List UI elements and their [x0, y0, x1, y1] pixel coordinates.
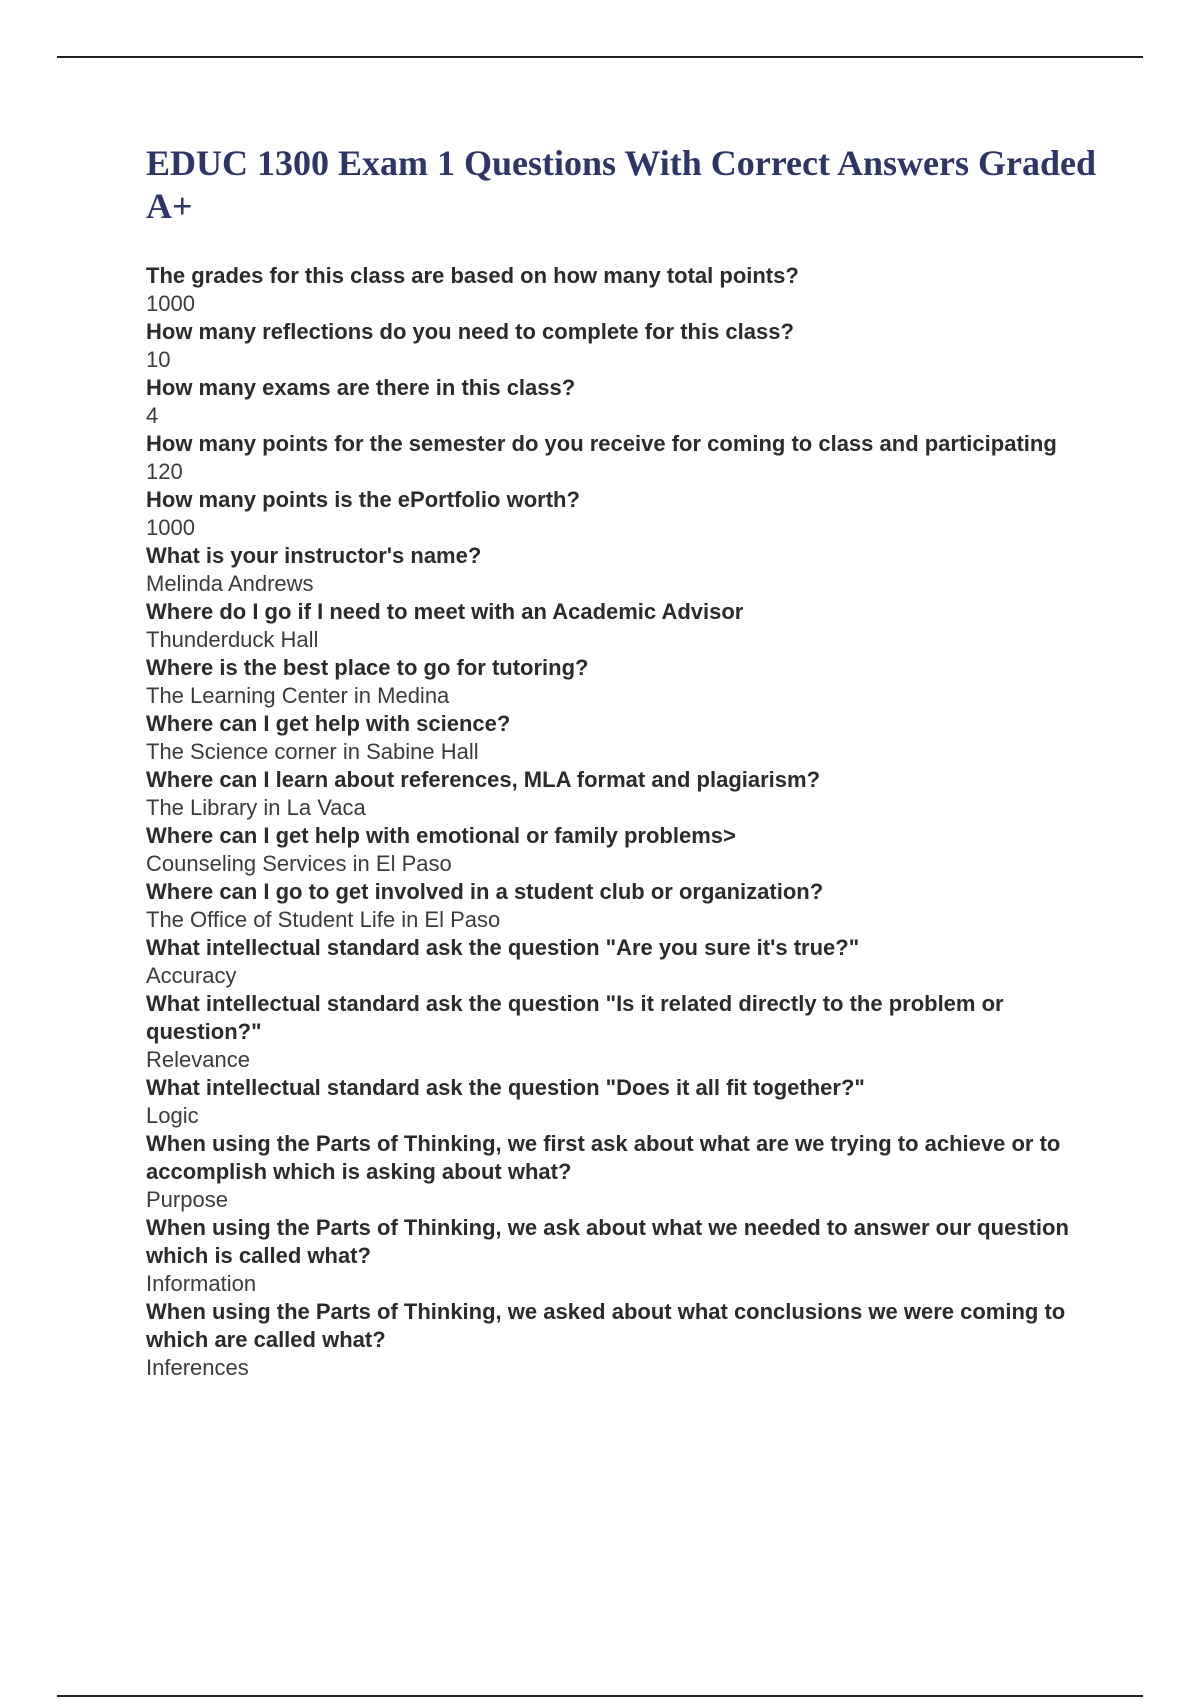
question-text: Where can I go to get involved in a student club or organization? — [146, 879, 824, 904]
answer-text: Inferences — [146, 1355, 249, 1380]
answer-text: 1000 — [146, 515, 195, 540]
qa-item — [146, 598, 1101, 654]
question-text: What is your instructor's name? — [146, 543, 482, 568]
qa-item — [146, 990, 1101, 1074]
qa-item — [146, 1130, 1101, 1214]
answer-text: 1000 — [146, 291, 195, 316]
answer-text: Relevance — [146, 1047, 250, 1072]
question-text: What intellectual standard ask the question "Does it all fit together?" — [146, 1075, 865, 1100]
answer-text: The Science corner in Sabine Hall — [146, 739, 479, 764]
question-text: How many points for the semester do you receive for coming to class and participating — [146, 431, 1057, 456]
answer-text: Counseling Services in El Paso — [146, 851, 452, 876]
question-text: How many reflections do you need to complete for this class? — [146, 319, 794, 344]
question-text: When using the Parts of Thinking, we ask about what we needed to answer our question which is called what? — [146, 1215, 1069, 1268]
answer-text: The Learning Center in Medina — [146, 683, 450, 708]
answer-text: Melinda Andrews — [146, 571, 314, 596]
qa-item — [146, 878, 1101, 934]
qa-item — [146, 710, 1101, 766]
qa-item — [146, 374, 1101, 430]
answer-text: The Library in La Vaca — [146, 795, 366, 820]
qa-item — [146, 430, 1101, 486]
question-text: Where can I get help with science? — [146, 711, 511, 736]
question-text: Where is the best place to go for tutoring? — [146, 655, 589, 680]
answer-text: Accuracy — [146, 963, 237, 988]
answer-text: 10 — [146, 347, 171, 372]
qa-item — [146, 1298, 1101, 1382]
qa-item — [146, 318, 1101, 374]
question-text: When using the Parts of Thinking, we first ask about what are we trying to achieve or to accomplish which is asking about what? — [146, 1131, 1061, 1184]
answer-text: 4 — [146, 403, 159, 428]
qa-item — [146, 654, 1101, 710]
qa-item — [146, 486, 1101, 542]
qa-item — [146, 1074, 1101, 1130]
bottom-divider — [57, 1695, 1143, 1697]
qa-item — [146, 542, 1101, 598]
question-text: When using the Parts of Thinking, we asked about what conclusions we were coming to which are called what? — [146, 1299, 1066, 1352]
question-text: Where can I learn about references, MLA format and plagiarism? — [146, 767, 821, 792]
qa-item — [146, 766, 1101, 822]
question-text: What intellectual standard ask the question "Is it related directly to the problem or question?" — [146, 991, 1004, 1044]
question-text: How many exams are there in this class? — [146, 375, 576, 400]
question-text: How many points is the ePortfolio worth? — [146, 487, 580, 512]
qa-item — [146, 822, 1101, 878]
answer-text: Purpose — [146, 1187, 228, 1212]
qa-list — [146, 262, 1101, 1382]
qa-item — [146, 934, 1101, 990]
qa-item — [146, 262, 1101, 318]
answer-text: 120 — [146, 459, 183, 484]
answer-text: Information — [146, 1271, 257, 1296]
document-body — [146, 142, 1101, 1382]
question-text: What intellectual standard ask the question "Are you sure it's true?" — [146, 935, 860, 960]
question-text: Where can I get help with emotional or family problems> — [146, 823, 736, 848]
document-title: EDUC 1300 Exam 1 Questions With Correct Answers Graded A+ — [146, 143, 1097, 226]
qa-item — [146, 1214, 1101, 1298]
question-text: Where do I go if I need to meet with an Academic Advisor — [146, 599, 744, 624]
answer-text: The Office of Student Life in El Paso — [146, 907, 501, 932]
answer-text: Logic — [146, 1103, 199, 1128]
top-divider — [57, 56, 1143, 58]
question-text: The grades for this class are based on how many total points? — [146, 263, 799, 288]
answer-text: Thunderduck Hall — [146, 627, 319, 652]
